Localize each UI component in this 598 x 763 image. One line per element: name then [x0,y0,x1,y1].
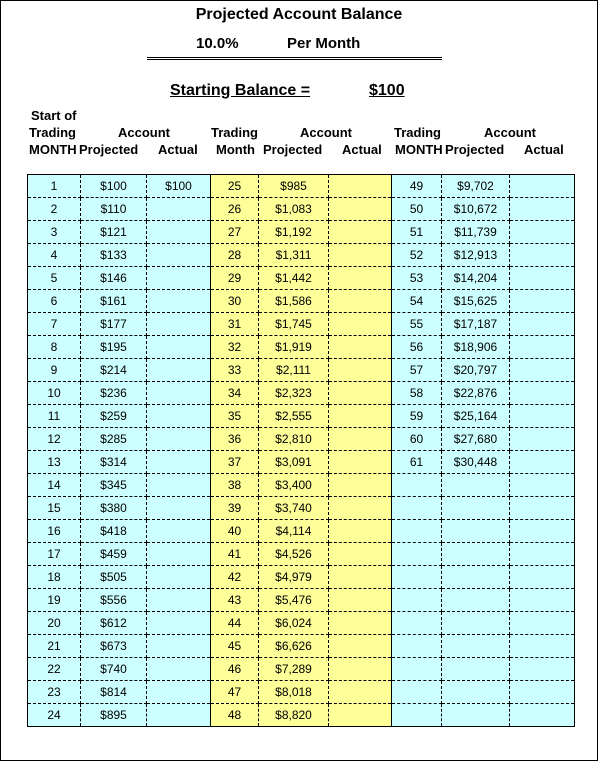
month-cell-3[interactable]: 50 [392,198,442,221]
month-cell-2[interactable]: 39 [211,497,259,520]
actual-cell-1[interactable] [147,681,211,704]
month-cell-3[interactable]: 58 [392,382,442,405]
actual-cell-3[interactable] [510,635,575,658]
projected-cell-2[interactable]: $1,919 [259,336,329,359]
projected-cell-2[interactable]: $6,024 [259,612,329,635]
projected-cell-2[interactable]: $2,810 [259,428,329,451]
month-cell-3[interactable] [392,635,442,658]
header-account-2: Account [300,125,352,140]
projection-table [27,174,575,727]
header-trading-1: Trading [29,125,76,140]
projected-cell-3[interactable]: $18,906 [442,336,510,359]
actual-cell-2[interactable] [329,267,392,290]
projected-cell-3[interactable] [442,681,510,704]
month-cell-2[interactable]: 28 [211,244,259,267]
month-cell-2[interactable]: 47 [211,681,259,704]
month-cell-1[interactable]: 16 [28,520,81,543]
actual-cell-2[interactable] [329,612,392,635]
header-account-1: Account [118,125,170,140]
header-actual-3: Actual [524,142,564,157]
table-row [28,474,575,497]
actual-cell-1[interactable] [147,336,211,359]
header-actual-2: Actual [342,142,382,157]
actual-cell-2[interactable] [329,658,392,681]
header-projected-2: Projected [263,142,323,157]
actual-cell-3[interactable] [510,451,575,474]
month-cell-2[interactable]: 37 [211,451,259,474]
actual-cell-1[interactable] [147,566,211,589]
month-cell-3[interactable] [392,612,442,635]
month-cell-2[interactable]: 41 [211,543,259,566]
actual-cell-1[interactable] [147,451,211,474]
actual-cell-2[interactable] [329,589,392,612]
starting-balance-value[interactable]: $100 [369,82,405,99]
actual-cell-1[interactable] [147,428,211,451]
projected-cell-2[interactable]: $985 [259,175,329,198]
projected-cell-3[interactable] [442,612,510,635]
projected-cell-2[interactable]: $4,979 [259,566,329,589]
table-row [28,520,575,543]
projected-cell-2[interactable]: $7,289 [259,658,329,681]
month-cell-3[interactable]: 55 [392,313,442,336]
month-cell-3[interactable] [392,566,442,589]
actual-cell-1[interactable] [147,244,211,267]
actual-cell-2[interactable] [329,543,392,566]
actual-cell-2[interactable] [329,336,392,359]
month-cell-3[interactable] [392,658,442,681]
actual-cell-1[interactable] [147,589,211,612]
month-cell-3[interactable] [392,704,442,727]
projected-cell-3[interactable] [442,589,510,612]
projected-cell-1[interactable]: $740 [81,658,147,681]
month-cell-1[interactable]: 4 [28,244,81,267]
month-cell-1[interactable]: 11 [28,405,81,428]
month-cell-2[interactable]: 40 [211,520,259,543]
month-cell-3[interactable] [392,681,442,704]
month-cell-2[interactable]: 42 [211,566,259,589]
actual-cell-1[interactable] [147,359,211,382]
projected-cell-2[interactable]: $1,586 [259,290,329,313]
month-cell-1[interactable]: 21 [28,635,81,658]
actual-cell-3[interactable] [510,681,575,704]
month-cell-3[interactable]: 61 [392,451,442,474]
table-row [28,658,575,681]
actual-cell-2[interactable] [329,474,392,497]
actual-cell-3[interactable] [510,658,575,681]
actual-cell-1[interactable] [147,313,211,336]
table-row [28,428,575,451]
projected-cell-3[interactable]: $30,448 [442,451,510,474]
projected-cell-1[interactable]: $556 [81,589,147,612]
actual-cell-3[interactable] [510,244,575,267]
month-cell-2[interactable]: 34 [211,382,259,405]
actual-cell-1[interactable] [147,704,211,727]
actual-cell-2[interactable] [329,175,392,198]
table-row [28,589,575,612]
actual-cell-1[interactable] [147,405,211,428]
actual-cell-2[interactable] [329,221,392,244]
projected-cell-2[interactable]: $4,526 [259,543,329,566]
projected-cell-3[interactable] [442,543,510,566]
header-month-1: MONTH [29,142,77,157]
actual-cell-3[interactable] [510,175,575,198]
actual-cell-3[interactable] [510,543,575,566]
month-cell-2[interactable]: 30 [211,290,259,313]
projected-cell-3[interactable] [442,497,510,520]
projected-cell-2[interactable]: $6,626 [259,635,329,658]
projected-cell-1[interactable]: $121 [81,221,147,244]
actual-cell-3[interactable] [510,589,575,612]
actual-cell-1[interactable] [147,658,211,681]
actual-cell-2[interactable] [329,451,392,474]
table-row [28,566,575,589]
projected-cell-3[interactable]: $25,164 [442,405,510,428]
month-cell-3[interactable]: 56 [392,336,442,359]
projected-cell-1[interactable]: $100 [81,175,147,198]
projected-cell-2[interactable]: $1,311 [259,244,329,267]
projected-cell-2[interactable]: $3,400 [259,474,329,497]
month-cell-1[interactable]: 12 [28,428,81,451]
projected-cell-2[interactable]: $3,740 [259,497,329,520]
double-rule-top [147,57,442,58]
header-month-2: Month [216,142,255,157]
projected-cell-2[interactable]: $8,018 [259,681,329,704]
month-cell-2[interactable]: 25 [211,175,259,198]
monthly-rate[interactable]: 10.0% [196,35,239,52]
projected-cell-2[interactable]: $3,091 [259,451,329,474]
month-cell-1[interactable]: 5 [28,267,81,290]
month-cell-1[interactable]: 24 [28,704,81,727]
actual-cell-1[interactable] [147,198,211,221]
actual-cell-2[interactable] [329,290,392,313]
table-row [28,612,575,635]
header-trading-3: Trading [394,125,441,140]
projected-cell-1[interactable]: $146 [81,267,147,290]
projected-cell-3[interactable]: $12,913 [442,244,510,267]
table-row [28,543,575,566]
projected-cell-3[interactable] [442,635,510,658]
month-cell-2[interactable]: 29 [211,267,259,290]
table-row [28,497,575,520]
actual-cell-1[interactable] [147,221,211,244]
month-cell-2[interactable]: 45 [211,635,259,658]
actual-cell-2[interactable] [329,359,392,382]
projected-cell-1[interactable]: $895 [81,704,147,727]
actual-cell-3[interactable] [510,336,575,359]
header-actual-1: Actual [158,142,198,157]
month-cell-1[interactable]: 6 [28,290,81,313]
table-row [28,267,575,290]
projected-cell-1[interactable]: $161 [81,290,147,313]
table-row [28,635,575,658]
projected-cell-1[interactable]: $505 [81,566,147,589]
month-cell-1[interactable]: 7 [28,313,81,336]
month-cell-2[interactable]: 27 [211,221,259,244]
header-trading-2: Trading [211,125,258,140]
header-account-3: Account [484,125,536,140]
month-cell-2[interactable]: 46 [211,658,259,681]
month-cell-2[interactable]: 38 [211,474,259,497]
projected-cell-1[interactable]: $380 [81,497,147,520]
projected-cell-1[interactable]: $259 [81,405,147,428]
projected-cell-1[interactable]: $177 [81,313,147,336]
double-rule-bottom [147,59,442,60]
month-cell-1[interactable]: 22 [28,658,81,681]
actual-cell-1[interactable] [147,635,211,658]
month-cell-1[interactable]: 18 [28,566,81,589]
per-month-label: Per Month [287,35,361,52]
actual-cell-2[interactable] [329,313,392,336]
month-cell-2[interactable]: 44 [211,612,259,635]
projected-cell-1[interactable]: $214 [81,359,147,382]
table-row [28,382,575,405]
month-cell-2[interactable]: 32 [211,336,259,359]
table-row [28,198,575,221]
month-cell-3[interactable]: 60 [392,428,442,451]
projected-cell-3[interactable] [442,658,510,681]
month-cell-3[interactable]: 51 [392,221,442,244]
actual-cell-3[interactable] [510,520,575,543]
actual-cell-1[interactable] [147,382,211,405]
actual-cell-3[interactable] [510,198,575,221]
month-cell-3[interactable] [392,520,442,543]
month-cell-2[interactable]: 35 [211,405,259,428]
actual-cell-2[interactable] [329,566,392,589]
month-cell-2[interactable]: 48 [211,704,259,727]
projected-cell-2[interactable]: $8,820 [259,704,329,727]
projected-cell-3[interactable]: $27,680 [442,428,510,451]
projected-cell-3[interactable] [442,474,510,497]
header-projected-1: Projected [79,142,139,157]
projected-cell-2[interactable]: $2,555 [259,405,329,428]
header-projected-3: Projected [445,142,505,157]
month-cell-1[interactable]: 3 [28,221,81,244]
projected-cell-2[interactable]: $4,114 [259,520,329,543]
month-cell-1[interactable]: 8 [28,336,81,359]
actual-cell-3[interactable] [510,612,575,635]
month-cell-1[interactable]: 13 [28,451,81,474]
projected-cell-1[interactable]: $459 [81,543,147,566]
projected-cell-2[interactable]: $2,323 [259,382,329,405]
month-cell-1[interactable]: 1 [28,175,81,198]
actual-cell-2[interactable] [329,405,392,428]
table-row [28,175,575,198]
actual-cell-3[interactable] [510,474,575,497]
month-cell-3[interactable]: 57 [392,359,442,382]
projected-cell-1[interactable]: $418 [81,520,147,543]
actual-cell-3[interactable] [510,359,575,382]
month-cell-3[interactable] [392,497,442,520]
actual-cell-3[interactable] [510,566,575,589]
header-month-3: MONTH [395,142,443,157]
month-cell-2[interactable]: 33 [211,359,259,382]
actual-cell-1[interactable] [147,267,211,290]
projected-cell-1[interactable]: $195 [81,336,147,359]
table-row [28,244,575,267]
month-cell-1[interactable]: 9 [28,359,81,382]
starting-balance-label: Starting Balance = [170,82,311,99]
actual-cell-2[interactable] [329,704,392,727]
month-cell-1[interactable]: 14 [28,474,81,497]
projected-cell-2[interactable]: $1,442 [259,267,329,290]
projected-cell-1[interactable]: $314 [81,451,147,474]
month-cell-3[interactable]: 49 [392,175,442,198]
month-cell-3[interactable] [392,543,442,566]
projected-cell-1[interactable]: $612 [81,612,147,635]
projected-cell-1[interactable]: $110 [81,198,147,221]
month-cell-1[interactable]: 23 [28,681,81,704]
header-start-of: Start of [31,108,77,123]
table-row [28,221,575,244]
table-row [28,451,575,474]
projected-cell-1[interactable]: $285 [81,428,147,451]
projected-cell-1[interactable]: $133 [81,244,147,267]
month-cell-1[interactable]: 15 [28,497,81,520]
projected-cell-1[interactable]: $345 [81,474,147,497]
actual-cell-3[interactable] [510,497,575,520]
projected-cell-2[interactable]: $5,476 [259,589,329,612]
projected-cell-3[interactable] [442,520,510,543]
month-cell-1[interactable]: 10 [28,382,81,405]
actual-cell-3[interactable] [510,428,575,451]
projected-cell-2[interactable]: $1,192 [259,221,329,244]
actual-cell-2[interactable] [329,428,392,451]
projected-cell-2[interactable]: $1,083 [259,198,329,221]
month-cell-1[interactable]: 19 [28,589,81,612]
month-cell-3[interactable]: 52 [392,244,442,267]
month-cell-3[interactable]: 54 [392,290,442,313]
actual-cell-2[interactable] [329,382,392,405]
actual-cell-3[interactable] [510,405,575,428]
actual-cell-1[interactable] [147,543,211,566]
actual-cell-2[interactable] [329,635,392,658]
actual-cell-2[interactable] [329,497,392,520]
projected-cell-2[interactable]: $2,111 [259,359,329,382]
actual-cell-1[interactable] [147,612,211,635]
actual-cell-2[interactable] [329,520,392,543]
month-cell-3[interactable] [392,589,442,612]
table-row [28,681,575,704]
actual-cell-3[interactable] [510,382,575,405]
projected-cell-3[interactable] [442,566,510,589]
month-cell-1[interactable]: 20 [28,612,81,635]
projected-cell-1[interactable]: $673 [81,635,147,658]
actual-cell-2[interactable] [329,244,392,267]
actual-cell-1[interactable] [147,474,211,497]
month-cell-2[interactable]: 31 [211,313,259,336]
month-cell-2[interactable]: 26 [211,198,259,221]
table-row [28,336,575,359]
month-cell-2[interactable]: 36 [211,428,259,451]
actual-cell-3[interactable] [510,221,575,244]
projected-cell-3[interactable] [442,704,510,727]
month-cell-3[interactable] [392,474,442,497]
month-cell-3[interactable]: 53 [392,267,442,290]
actual-cell-2[interactable] [329,681,392,704]
actual-cell-1[interactable] [147,290,211,313]
projected-cell-2[interactable]: $1,745 [259,313,329,336]
actual-cell-1[interactable]: $100 [147,175,211,198]
actual-cell-1[interactable] [147,520,211,543]
table-row [28,405,575,428]
month-cell-3[interactable]: 59 [392,405,442,428]
month-cell-2[interactable]: 43 [211,589,259,612]
projected-cell-3[interactable]: $9,702 [442,175,510,198]
actual-cell-3[interactable] [510,267,575,290]
projected-cell-3[interactable]: $22,876 [442,382,510,405]
projected-cell-1[interactable]: $814 [81,681,147,704]
actual-cell-3[interactable] [510,290,575,313]
actual-cell-3[interactable] [510,313,575,336]
projected-cell-3[interactable]: $14,204 [442,267,510,290]
projected-cell-3[interactable]: $17,187 [442,313,510,336]
actual-cell-3[interactable] [510,704,575,727]
projected-cell-3[interactable]: $10,672 [442,198,510,221]
table-row [28,313,575,336]
sheet-title: Projected Account Balance [195,6,403,23]
projected-cell-3[interactable]: $11,739 [442,221,510,244]
projected-cell-3[interactable]: $15,625 [442,290,510,313]
month-cell-1[interactable]: 2 [28,198,81,221]
month-cell-1[interactable]: 17 [28,543,81,566]
projected-cell-3[interactable]: $20,797 [442,359,510,382]
actual-cell-2[interactable] [329,198,392,221]
projected-cell-1[interactable]: $236 [81,382,147,405]
table-row [28,290,575,313]
table-row [28,704,575,727]
actual-cell-1[interactable] [147,497,211,520]
table-row [28,359,575,382]
